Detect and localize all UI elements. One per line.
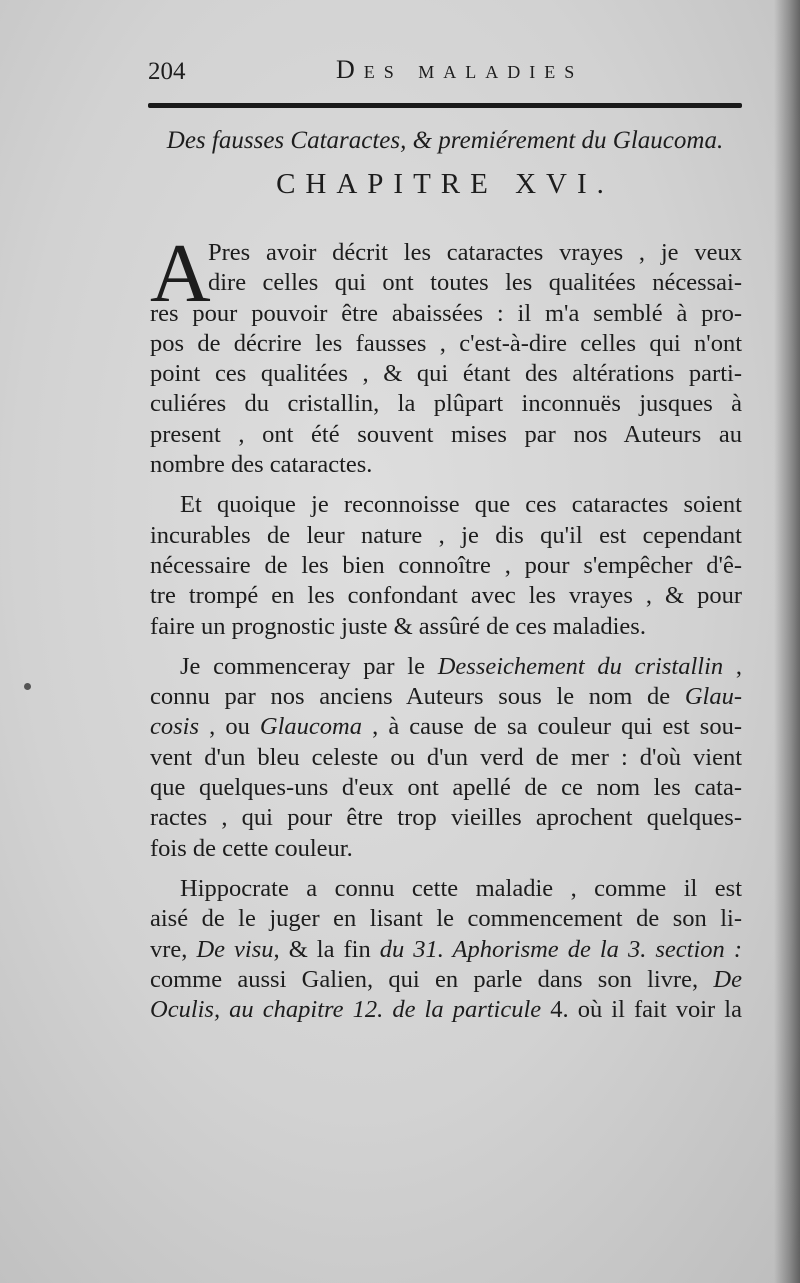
text-line: cosis , ou Glaucoma , à cause de sa couleur qui est sou- — [150, 713, 742, 741]
running-head — [148, 52, 740, 92]
text-line: Et quoique je reconnoisse que ces cataractes soient — [180, 491, 742, 519]
text-line: vre, De visu, & la fin du 31. Aphorisme de la 3. section : — [150, 935, 742, 963]
page-number: 204 — [148, 58, 186, 85]
ink-speck — [24, 683, 31, 690]
text-line: fois de cette couleur. — [150, 834, 353, 862]
text-line: nombre des cataractes. — [150, 451, 373, 479]
text-line: Pres avoir décrit les cataractes vrayes , je veux — [208, 239, 742, 266]
text-line: point ces qualitées , & qui étant des altérations parti- — [150, 360, 742, 388]
text-line: pos de décrire les fausses , c'est-à-dire celles qui n'ont — [150, 329, 742, 357]
text-line: que quelques-uns d'eux ont apellé de ce nom les cata- — [150, 774, 742, 802]
drop-cap: A — [150, 227, 211, 320]
text-line: Hippocrate a connu cette maladie , comme il est — [180, 874, 742, 902]
text-line: dire celles qui ont toutes les qualitées nécessai- — [208, 269, 742, 297]
text-line: Oculis, au chapitre 12. de la particule 4. où il fait voir la — [150, 996, 742, 1024]
text-line: present , ont été souvent mises par nos Auteurs au — [150, 420, 742, 448]
section-heading: Des fausses Cataractes, & premiérement du Glaucoma. — [166, 127, 724, 154]
text-line: aisé de le juger en lisant le commencement de son li- — [150, 905, 742, 933]
text-line: nécessaire de les bien connoître , pour s'empêcher d'ê- — [150, 551, 742, 579]
text-line: vent d'un bleu celeste ou d'un verd de mer : d'où vient — [150, 743, 742, 771]
text-line: connu par nos anciens Auteurs sous le nom de Glau- — [150, 683, 742, 711]
text-line: faire un prognostic juste & assûré de ces maladies. — [150, 612, 646, 640]
body-text — [150, 227, 743, 1025]
text-line: tre trompé en les confondant avec les vrayes , & pour — [150, 582, 742, 610]
text-line: Je commenceray par le Desseichement du cristallin , — [180, 652, 743, 680]
text-line: ractes , qui pour être trop vieilles aprochent quelques- — [150, 804, 742, 832]
page-edge-shadow — [774, 0, 800, 1283]
text-line: comme aussi Galien, qui en parle dans son livre, De — [150, 965, 742, 993]
chapter-title: CHAPITRE XVI. — [276, 168, 614, 200]
text-line: incurables de leur nature , je dis qu'il est cependant — [150, 521, 742, 549]
running-title: Des maladies — [336, 55, 584, 84]
text-line: res pour pouvoir être abaissées : il m'a semblé à pro- — [150, 299, 742, 327]
text-line: culiéres du cristallin, la plûpart inconnuës jusques à — [150, 390, 742, 418]
header-rule — [148, 103, 742, 108]
